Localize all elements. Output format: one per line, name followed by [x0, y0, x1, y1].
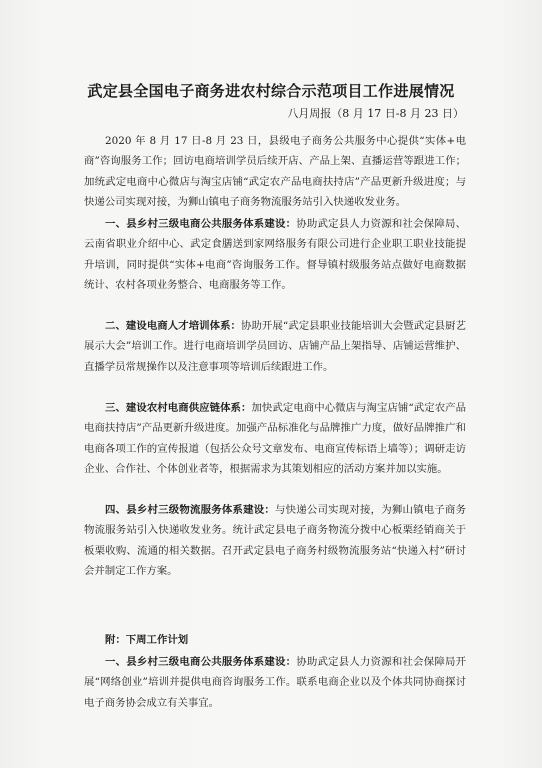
section-text: 与快递公司实现对接，为狮山镇电子商务物流服务站引入快递收发业务。统计武定县电子商务物流分拨中心板栗经销商关于板栗收购、流通的相关数据。召开武定县电子商务村级物流服务站“快递入村”研讨会并制定工作方案。	[84, 504, 467, 578]
section-paragraph-1	[84, 214, 466, 296]
section-paragraph-2	[84, 316, 466, 377]
section-paragraph-3	[84, 398, 466, 480]
section-heading: 二、建设电商人才培训体系：	[105, 320, 241, 332]
document-title: 武定县全国电子商务进农村综合示范项目工作进展情况	[87, 82, 455, 100]
document-subtitle: 八月周报（8 月 17 日-8 月 23 日）	[287, 107, 464, 120]
section-heading: 一、县乡村三级电商公共服务体系建设：	[105, 218, 297, 230]
section-text: 协助开展“武定县职业技能培训大会暨武定县厨艺展示大会”培训工作。进行电商培训学员回访、店铺产品上架指导、店铺运营维护、直播学员常规操作以及注意事项等培训后续跟进工作。	[84, 320, 466, 373]
attachment-item-heading: 一、县乡村三级电商公共服务体系建设：	[105, 656, 297, 668]
section-heading: 四、县乡村三级物流服务体系建设：	[105, 504, 275, 516]
attachment-item-text: 协助武定县人力资源和社会保障局开展“网络创业”培训并提供电商咨询服务工作。联系电商企业以及个体共同协商探讨电子商务协会成立有关事宜。	[84, 656, 467, 709]
attachment-paragraph-1	[84, 652, 466, 713]
intro-paragraph: 2020 年 8 月 17 日-8 月 23 日，县级电子商务公共服务中心提供“实体+电商”咨询服务工作；回访电商培训学员后续开店、产品上架、直播运营等跟进工作；加统武定电商中心微店与淘宝店铺“武定农产品电商扶持店”产品更新升级进度；与快递公司实现对接，为狮山镇电子商务物流服务站引入快递收发业务。	[84, 135, 466, 209]
section-heading: 三、建设农村电商供应链体系：	[105, 402, 252, 414]
section-text: 加快武定电商中心微店与淘宝店铺“武定农产品电商扶持店”产品更新升级进度。加强产品标准化与品牌推广力度，做好品牌推广和电商各项工作的宣传报道（包括公众号文章发布、电商宣传标语上墙等）；调研走访企业、合作社、个体创业者等，根据需求为其策划相应的活动方案并加以实施。	[84, 402, 467, 476]
section-text: 协助武定县人力资源和社会保障局、云南省职业介绍中心、武定食膳送到家网络服务有限公司进行企业职工职业技能提升培训，同时提供“实体+电商”咨询服务工作。督导镇村级服务站点做好电商数据统计、农村各项业务整合、电商服务等工作。	[84, 218, 467, 292]
section-paragraph-4	[84, 500, 466, 582]
attachment-heading: 附：下周工作计划	[105, 634, 189, 646]
